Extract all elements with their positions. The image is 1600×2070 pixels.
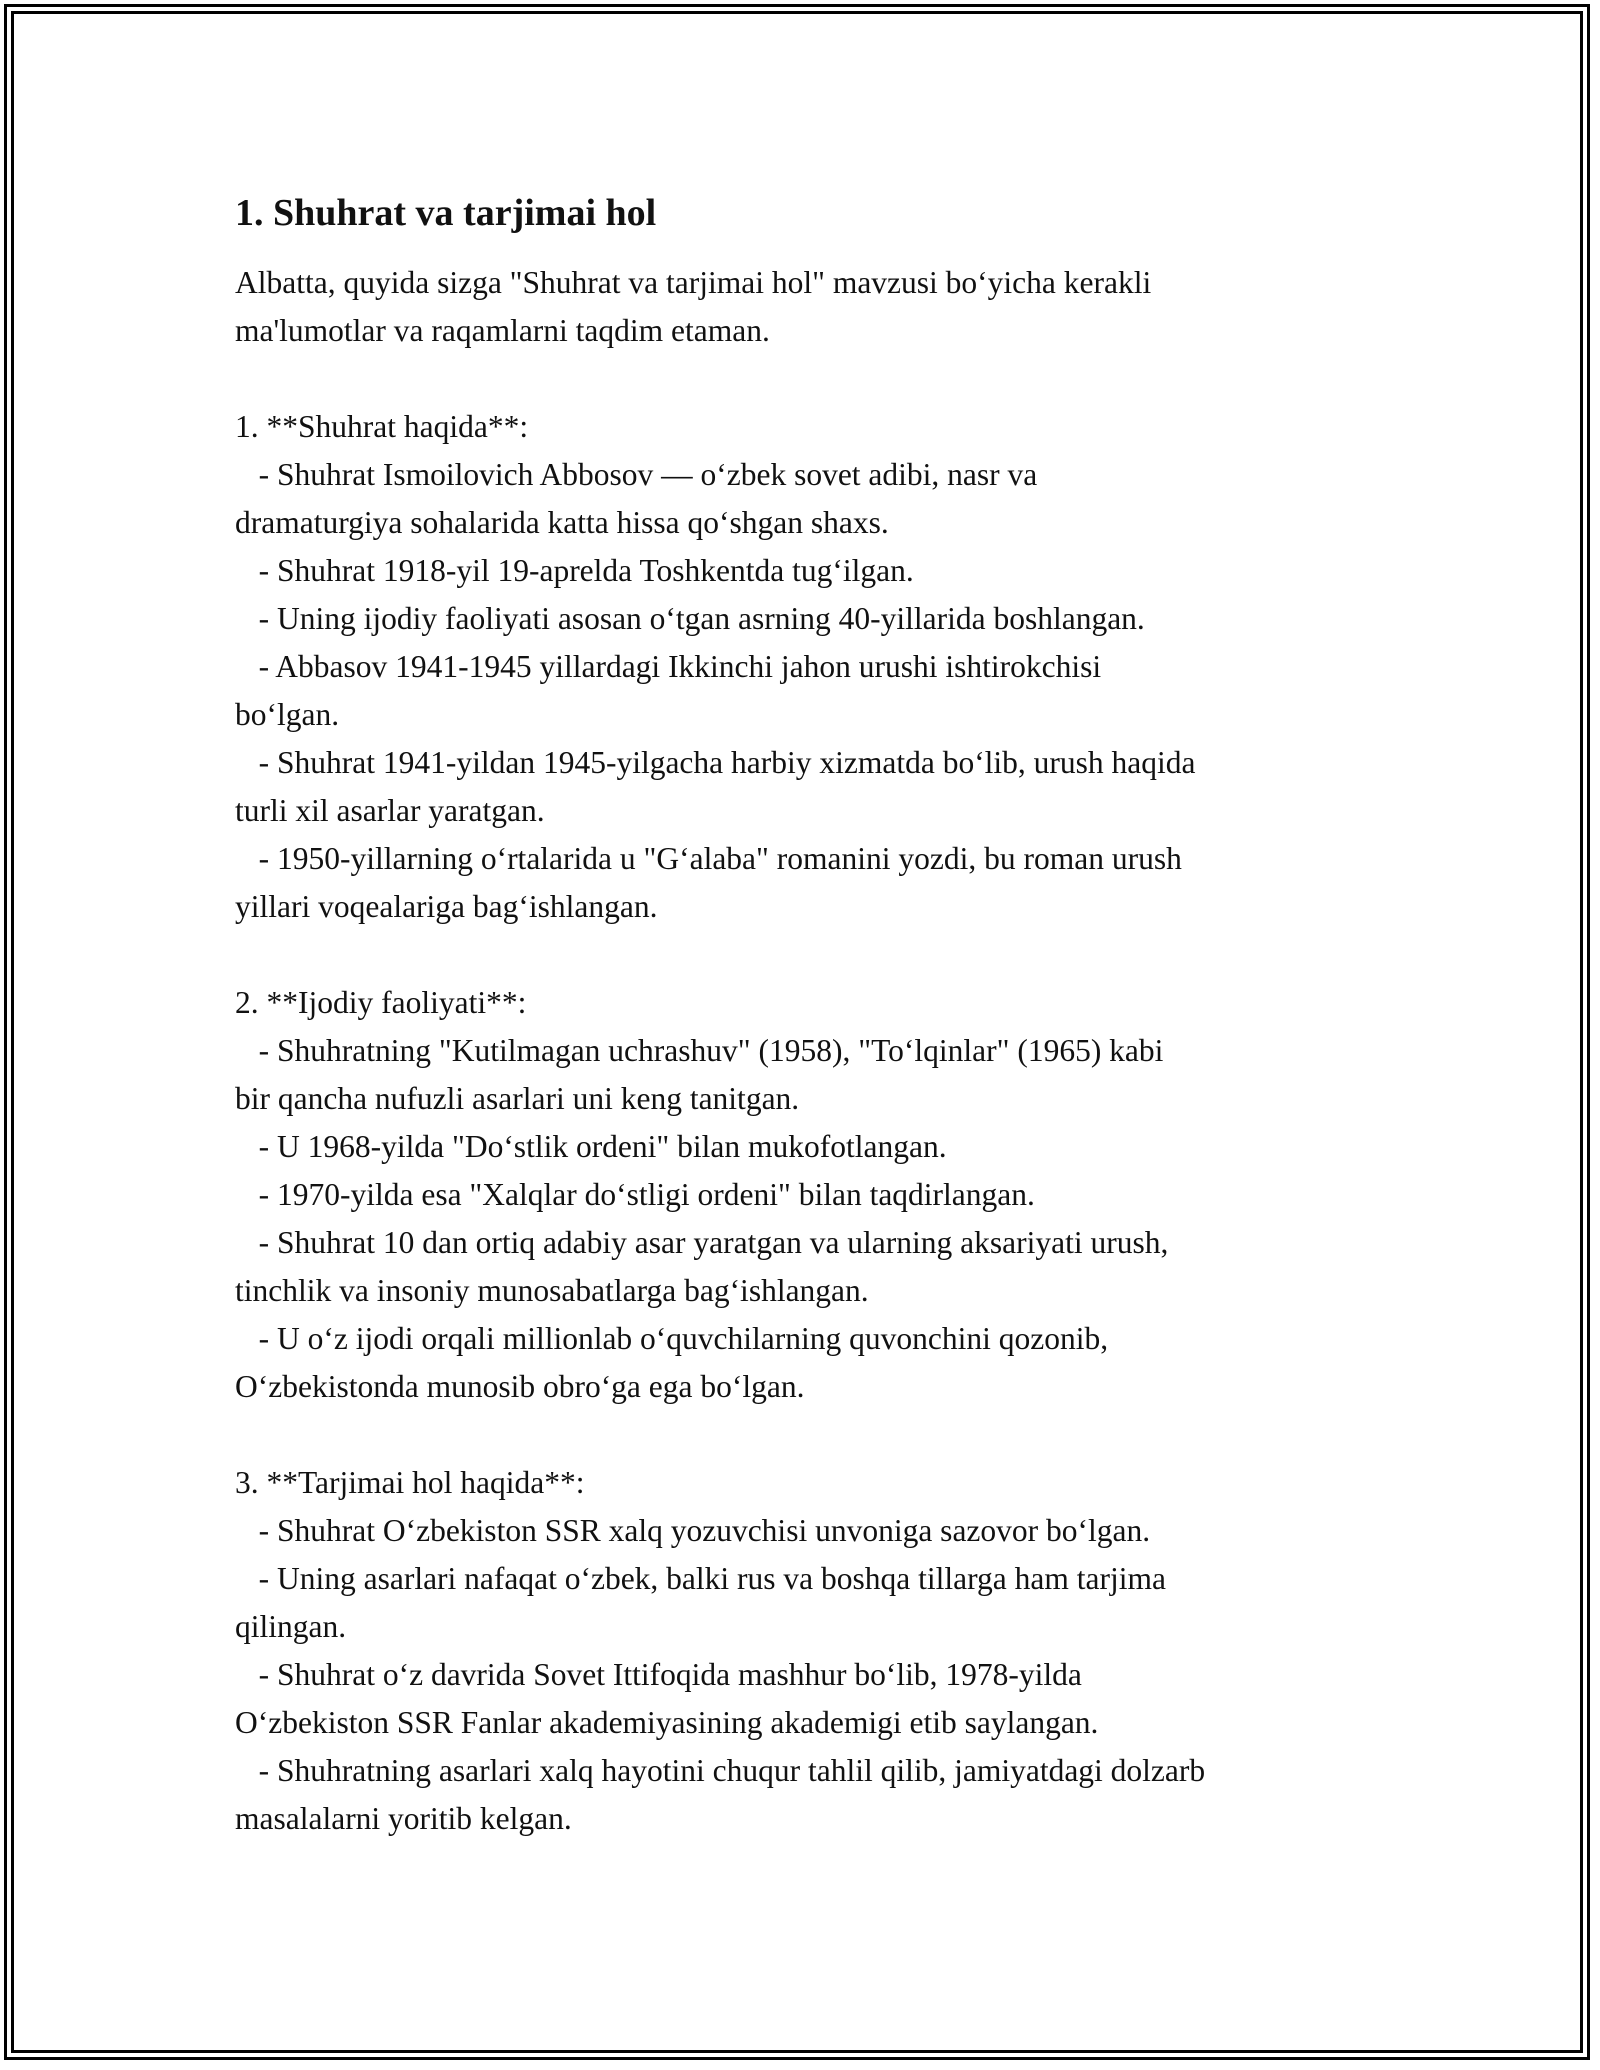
section-line: - Shuhrat 1918-yil 19-aprelda Toshkentda tug‘ilgan. [235,553,914,588]
section-line: yillari voqealariga bag‘ishlangan. [235,889,658,924]
intro-line: Albatta, quyida sizga "Shuhrat va tarjimai hol" mavzusi bo‘yicha kerakli [235,265,1152,300]
section-line: - 1970-yilda esa "Xalqlar do‘stligi ordeni" bilan taqdirlangan. [235,1177,1035,1212]
section-shuhrat-haqida [235,403,1395,931]
paragraph-gap [235,355,1395,403]
section-line: - U o‘z ijodi orqali millionlab o‘quvchilarning quvonchini qozonib, [235,1321,1109,1356]
section-line: - 1950-yillarning o‘rtalarida u "G‘alaba" romanini yozdi, bu roman urush [235,841,1182,876]
document-title: 1. Shuhrat va tarjimai hol [235,192,657,234]
section-line: bir qancha nufuzli asarlari uni keng tanitgan. [235,1081,800,1116]
section-line: - Shuhrat 1941-yildan 1945-yilgacha harbiy xizmatda bo‘lib, urush haqida [235,745,1196,780]
section-line: O‘zbekiston SSR Fanlar akademiyasining akademigi etib saylangan. [235,1705,1099,1740]
section-line: - Uning ijodiy faoliyati asosan o‘tgan asrning 40-yillarida boshlangan. [235,601,1145,636]
section-heading: 3. **Tarjimai hol haqida**: [235,1465,585,1500]
section-ijodiy-faoliyati [235,979,1395,1411]
section-line: qilingan. [235,1609,347,1644]
section-line: masalalarni yoritib kelgan. [235,1801,572,1836]
intro-line: ma'lumotlar va raqamlarni taqdim etaman. [235,313,770,348]
intro-paragraph [235,259,1395,355]
section-heading: 1. **Shuhrat haqida**: [235,409,529,444]
section-line: - Shuhrat o‘z davrida Sovet Ittifoqida mashhur bo‘lib, 1978-yilda [235,1657,1082,1692]
section-line: tinchlik va insoniy munosabatlarga bag‘ishlangan. [235,1273,869,1308]
section-line: O‘zbekistonda munosib obro‘ga ega bo‘lgan. [235,1369,805,1404]
section-line: - Shuhrat 10 dan ortiq adabiy asar yaratgan va ularning aksariyati urush, [235,1225,1169,1260]
section-line: - Shuhrat Ismoilovich Abbosov — o‘zbek sovet adibi, nasr va [235,457,1038,492]
section-line: bo‘lgan. [235,697,340,732]
paragraph-gap [235,1411,1395,1459]
section-line: - Shuhrat O‘zbekiston SSR xalq yozuvchisi unvoniga sazovor bo‘lgan. [235,1513,1151,1548]
section-line: - Abbasov 1941-1945 yillardagi Ikkinchi jahon urushi ishtirokchisi [235,649,1102,684]
section-heading: 2. **Ijodiy faoliyati**: [235,985,527,1020]
section-line: - Shuhratning "Kutilmagan uchrashuv" (1958), "To‘lqinlar" (1965) kabi [235,1033,1164,1068]
section-line: dramaturgiya sohalarida katta hissa qo‘shgan shaxs. [235,505,889,540]
section-line: - U 1968-yilda "Do‘stlik ordeni" bilan mukofotlangan. [235,1129,947,1164]
section-line: - Uning asarlari nafaqat o‘zbek, balki rus va boshqa tillarga ham tarjima [235,1561,1166,1596]
section-line: turli xil asarlar yaratgan. [235,793,545,828]
document-body [235,183,1395,1843]
paragraph-gap [235,931,1395,979]
section-tarjimai-hol-haqida [235,1459,1395,1843]
section-line: - Shuhratning asarlari xalq hayotini chuqur tahlil qilib, jamiyatdagi dolzarb [235,1753,1206,1788]
